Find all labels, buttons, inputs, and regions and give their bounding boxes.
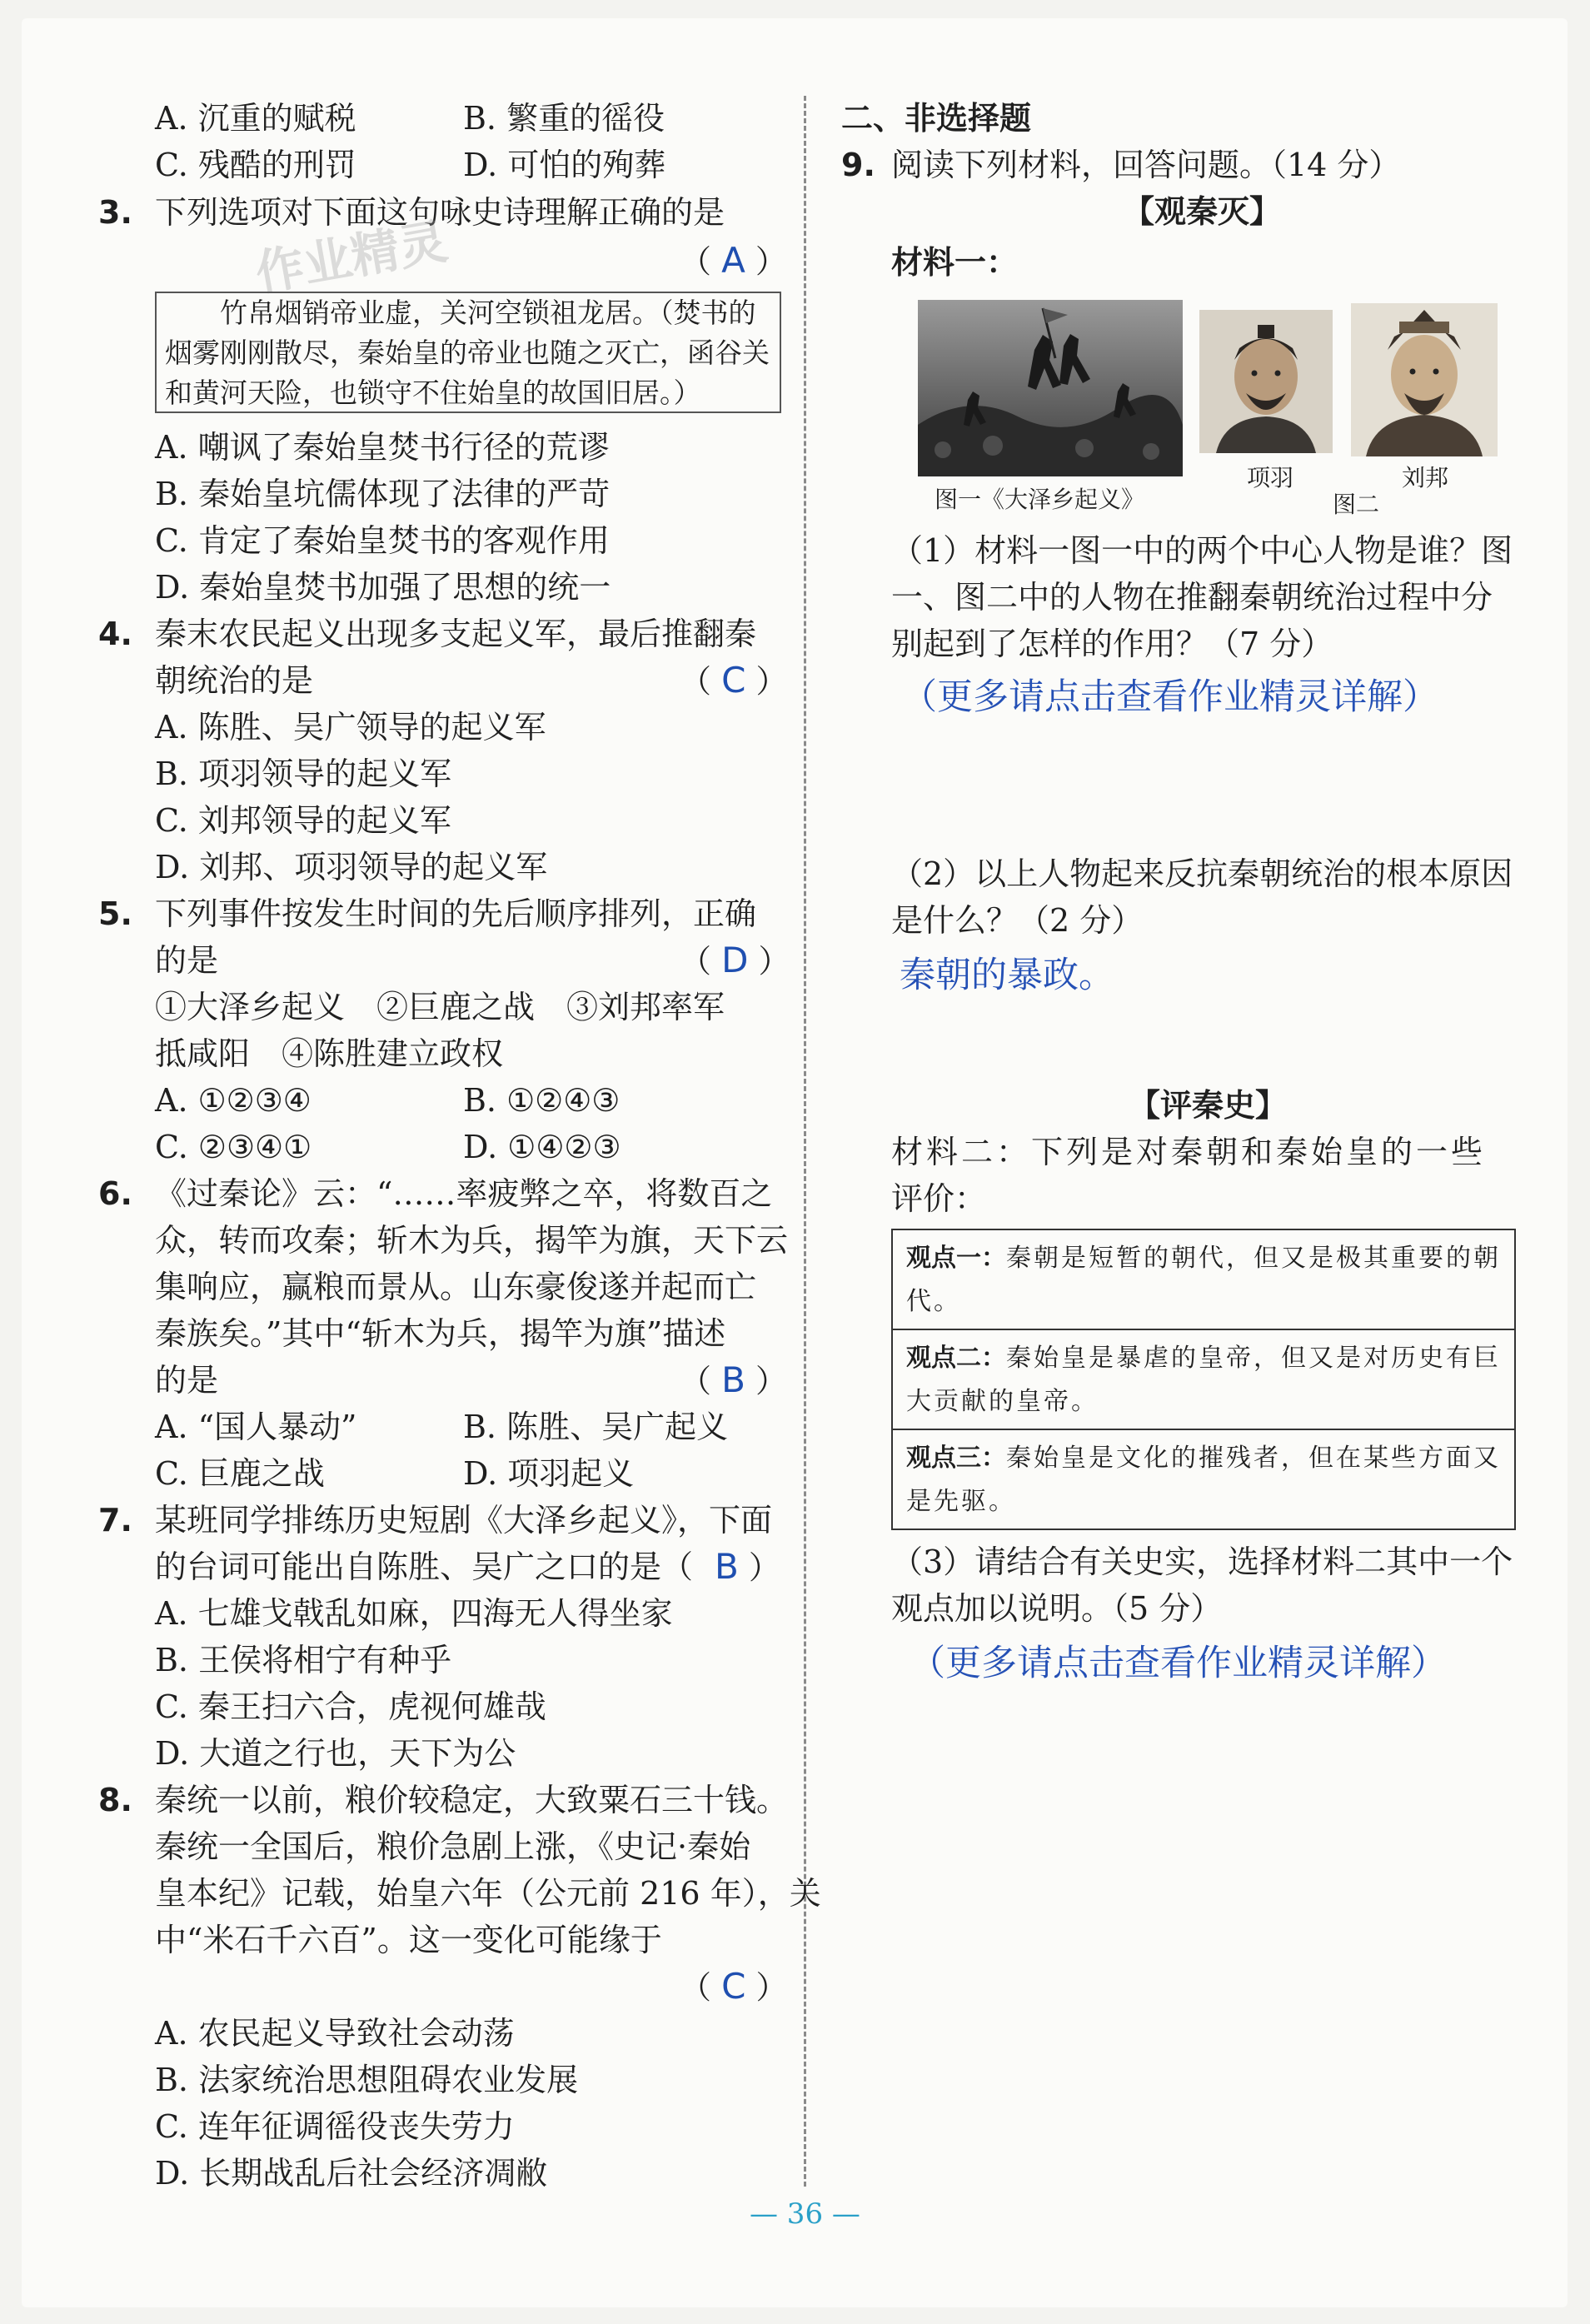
q8-stem-line-1: 秦统一以前，粮价较稳定，大致粟石三十钱。	[155, 1782, 789, 1818]
q4-stem-line-2: 朝统治的是	[155, 662, 314, 699]
sub3-line-1: （3）请结合有关史实，选择材料二其中一个	[891, 1544, 1513, 1580]
q6-stem-line-4: 秦族矣。”其中“斩木为兵，揭竿为旗”描述	[155, 1315, 726, 1352]
figure1-caption: 图一《大泽乡起义》	[935, 486, 1145, 513]
q2-option-d: D. 可怕的殉葬	[463, 147, 666, 183]
q9-number: 9.	[841, 147, 875, 183]
q5-option-b: B. ①②④③	[463, 1082, 621, 1119]
viewpoint-2-text: 秦始皇是暴虐的皇帝，但又是对历史有巨大贡献的皇帝。	[906, 1344, 1501, 1416]
sub2-line-2: 是什么？（2 分）	[891, 902, 1144, 939]
q4-answer-bracket: （ C ）	[680, 660, 788, 701]
part2-title: 【评秦史】	[1129, 1087, 1288, 1124]
quote-line-1: 竹帛烟销帝业虚，关河空锁祖龙居。（焚书的	[220, 297, 756, 329]
q6-stem-line-3: 集响应，赢粮而景从。山东豪俊遂并起而亡	[155, 1269, 757, 1305]
q3-answer: A	[721, 240, 745, 281]
figure2-name-xiangyu: 项羽	[1247, 464, 1294, 491]
page-number: — 36 —	[750, 2197, 860, 2231]
q8-number: 8.	[98, 1782, 132, 1818]
section-title-non-choice: 二、非选择题	[841, 100, 1032, 137]
q4-option-a: A. 陈胜、吴广领导的起义军	[155, 709, 546, 746]
quote-line-3: 和黄河天险，也锁守不住始皇的故国旧居。）	[165, 377, 701, 409]
q3-option-a: A. 嘲讽了秦始皇焚书行径的荒谬	[155, 429, 610, 466]
q8-stem-line-3: 皇本纪》记载，始皇六年（公元前 216 年），关	[155, 1875, 821, 1912]
q6-stem-line-5: 的是	[155, 1362, 219, 1399]
q4-number: 4.	[98, 616, 132, 652]
material2-line-1: 材料二：下列是对秦朝和秦始皇的一些	[891, 1134, 1487, 1170]
liu-bang-portrait	[1351, 303, 1498, 456]
q8-answer-bracket: （ C ）	[680, 1966, 788, 2007]
q8-option-d: D. 长期战乱后社会经济凋敝	[155, 2155, 548, 2192]
q3-answer-bracket: （ A ）	[680, 240, 787, 281]
viewpoint-3-text: 秦始皇是文化的摧残者，但在某些方面又是先驱。	[906, 1444, 1501, 1516]
q2-option-b: B. 繁重的徭役	[463, 100, 665, 137]
q6-option-d: D. 项羽起义	[463, 1455, 635, 1492]
q6-stem-line-1: 《过秦论》云：“……率疲弊之卒，将数百之	[155, 1175, 773, 1212]
q5-items-line-1: ①大泽乡起义 ②巨鹿之战 ③刘邦率军	[155, 989, 725, 1025]
q3-option-c: C. 肯定了秦始皇焚书的客观作用	[155, 522, 610, 559]
sub1-line-3: 别起到了怎样的作用？（7 分）	[891, 626, 1333, 662]
q4-answer: C	[721, 660, 746, 701]
q3-stem: 下列选项对下面这句咏史诗理解正确的是	[155, 194, 725, 231]
q6-option-a: A. “国人暴动”	[155, 1409, 357, 1445]
q5-option-a: A. ①②③④	[155, 1082, 312, 1119]
q7-option-b: B. 王侯将相宁有种乎	[155, 1642, 452, 1678]
q6-answer: B	[721, 1359, 745, 1400]
sub1-line-2: 一、图二中的人物在推翻秦朝统治过程中分	[891, 579, 1493, 616]
q7-number: 7.	[98, 1502, 132, 1539]
q6-stem-line-2: 众，转而攻秦；斩木为兵，揭竿为旗，天下云	[155, 1222, 789, 1259]
q3-option-b: B. 秦始皇坑儒体现了法律的严苛	[155, 476, 611, 512]
q7-answer-bracket: B ）	[715, 1546, 780, 1587]
material1-label: 材料一：	[891, 244, 1019, 281]
q4-stem-line-1: 秦末农民起义出现多支起义军，最后推翻秦	[155, 616, 757, 652]
q5-answer: D	[721, 940, 749, 980]
xiang-yu-portrait	[1199, 310, 1333, 453]
viewpoint-3	[893, 1430, 1514, 1529]
q5-option-c: C. ②③④①	[155, 1129, 312, 1165]
q6-answer-bracket: （ B ）	[680, 1359, 788, 1400]
q2-option-c: C. 残酷的刑罚	[155, 147, 356, 183]
viewpoint-2	[893, 1330, 1514, 1430]
q8-stem-line-2: 秦统一全国后，粮价急剧上涨，《史记·秦始	[155, 1828, 751, 1865]
sub3-answer-link[interactable]: （更多请点击查看作业精灵详解）	[910, 1643, 1447, 1684]
q5-option-d: D. ①④②③	[463, 1129, 621, 1165]
part1-title: 【观秦灭】	[1123, 193, 1282, 230]
q3-number: 3.	[98, 194, 132, 231]
quote-line-2: 烟雾刚刚散尽，秦始皇的帝业也随之灭亡，函谷关	[165, 337, 770, 369]
q4-option-b: B. 项羽领导的起义军	[155, 756, 452, 792]
sub2-line-1: （2）以上人物起来反抗秦朝统治的根本原因	[891, 855, 1513, 892]
q5-items-line-2: 抵咸阳 ④陈胜建立政权	[155, 1035, 504, 1072]
viewpoints-table	[891, 1229, 1516, 1530]
sub3-line-2: 观点加以说明。（5 分）	[891, 1590, 1223, 1627]
q7-stem-line-2: 的台词可能出自陈胜、吴广之口的是（	[155, 1549, 694, 1585]
watermark: 作业精灵	[251, 212, 452, 302]
dazexiang-uprising-image	[918, 300, 1183, 476]
q7-option-a: A. 七雄戈戟乱如麻，四海无人得坐家	[155, 1595, 673, 1632]
q8-option-b: B. 法家统治思想阻碍农业发展	[155, 2062, 579, 2098]
q6-option-b: B. 陈胜、吴广起义	[463, 1409, 729, 1445]
q8-option-a: A. 农民起义导致社会动荡	[155, 2015, 515, 2052]
viewpoint-1-text: 秦朝是短暂的朝代，但又是极其重要的朝代。	[906, 1244, 1501, 1316]
q7-stem-line-1: 某班同学排练历史短剧《大泽乡起义》，下面	[155, 1502, 773, 1539]
q6-option-c: C. 巨鹿之战	[155, 1455, 325, 1492]
q5-stem-line-1: 下列事件按发生时间的先后顺序排列，正确	[155, 895, 757, 932]
sub1-line-1: （1）材料一图一中的两个中心人物是谁？图	[891, 532, 1513, 569]
figure2-name-liubang: 刘邦	[1402, 464, 1449, 491]
material2-line-2: 评价：	[891, 1180, 987, 1217]
q7-option-c: C. 秦王扫六合，虎视何雄哉	[155, 1688, 546, 1725]
viewpoint-2-label: 观点二：	[906, 1344, 1006, 1373]
q8-answer: C	[721, 1966, 746, 2007]
sub2-answer: 秦朝的暴政。	[900, 955, 1114, 996]
sub1-answer-link[interactable]: （更多请点击查看作业精灵详解）	[901, 676, 1438, 718]
q5-number: 5.	[98, 895, 132, 932]
q7-answer: B	[715, 1546, 739, 1587]
viewpoint-1-label: 观点一：	[906, 1244, 1006, 1273]
q8-option-c: C. 连年征调徭役丧失劳力	[155, 2108, 515, 2145]
viewpoint-1	[893, 1230, 1514, 1330]
q8-stem-line-4: 中“米石千六百”。这一变化可能缘于	[155, 1922, 662, 1958]
q5-stem-line-2: 的是	[155, 942, 219, 979]
q6-number: 6.	[98, 1175, 132, 1212]
q9-stem: 阅读下列材料，回答问题。（14 分）	[891, 147, 1401, 183]
q4-option-c: C. 刘邦领导的起义军	[155, 802, 451, 839]
q5-answer-bracket: （ D ）	[680, 940, 790, 980]
q2-option-a: A. 沉重的赋税	[155, 100, 356, 137]
figure2-caption: 图二	[1333, 491, 1380, 518]
poem-quote-box	[155, 292, 781, 413]
viewpoint-3-label: 观点三：	[906, 1444, 1006, 1473]
q3-option-d: D. 秦始皇焚书加强了思想的统一	[155, 569, 611, 606]
q4-option-d: D. 刘邦、项羽领导的起义军	[155, 849, 548, 885]
q7-option-d: D. 大道之行也，天下为公	[155, 1735, 516, 1772]
